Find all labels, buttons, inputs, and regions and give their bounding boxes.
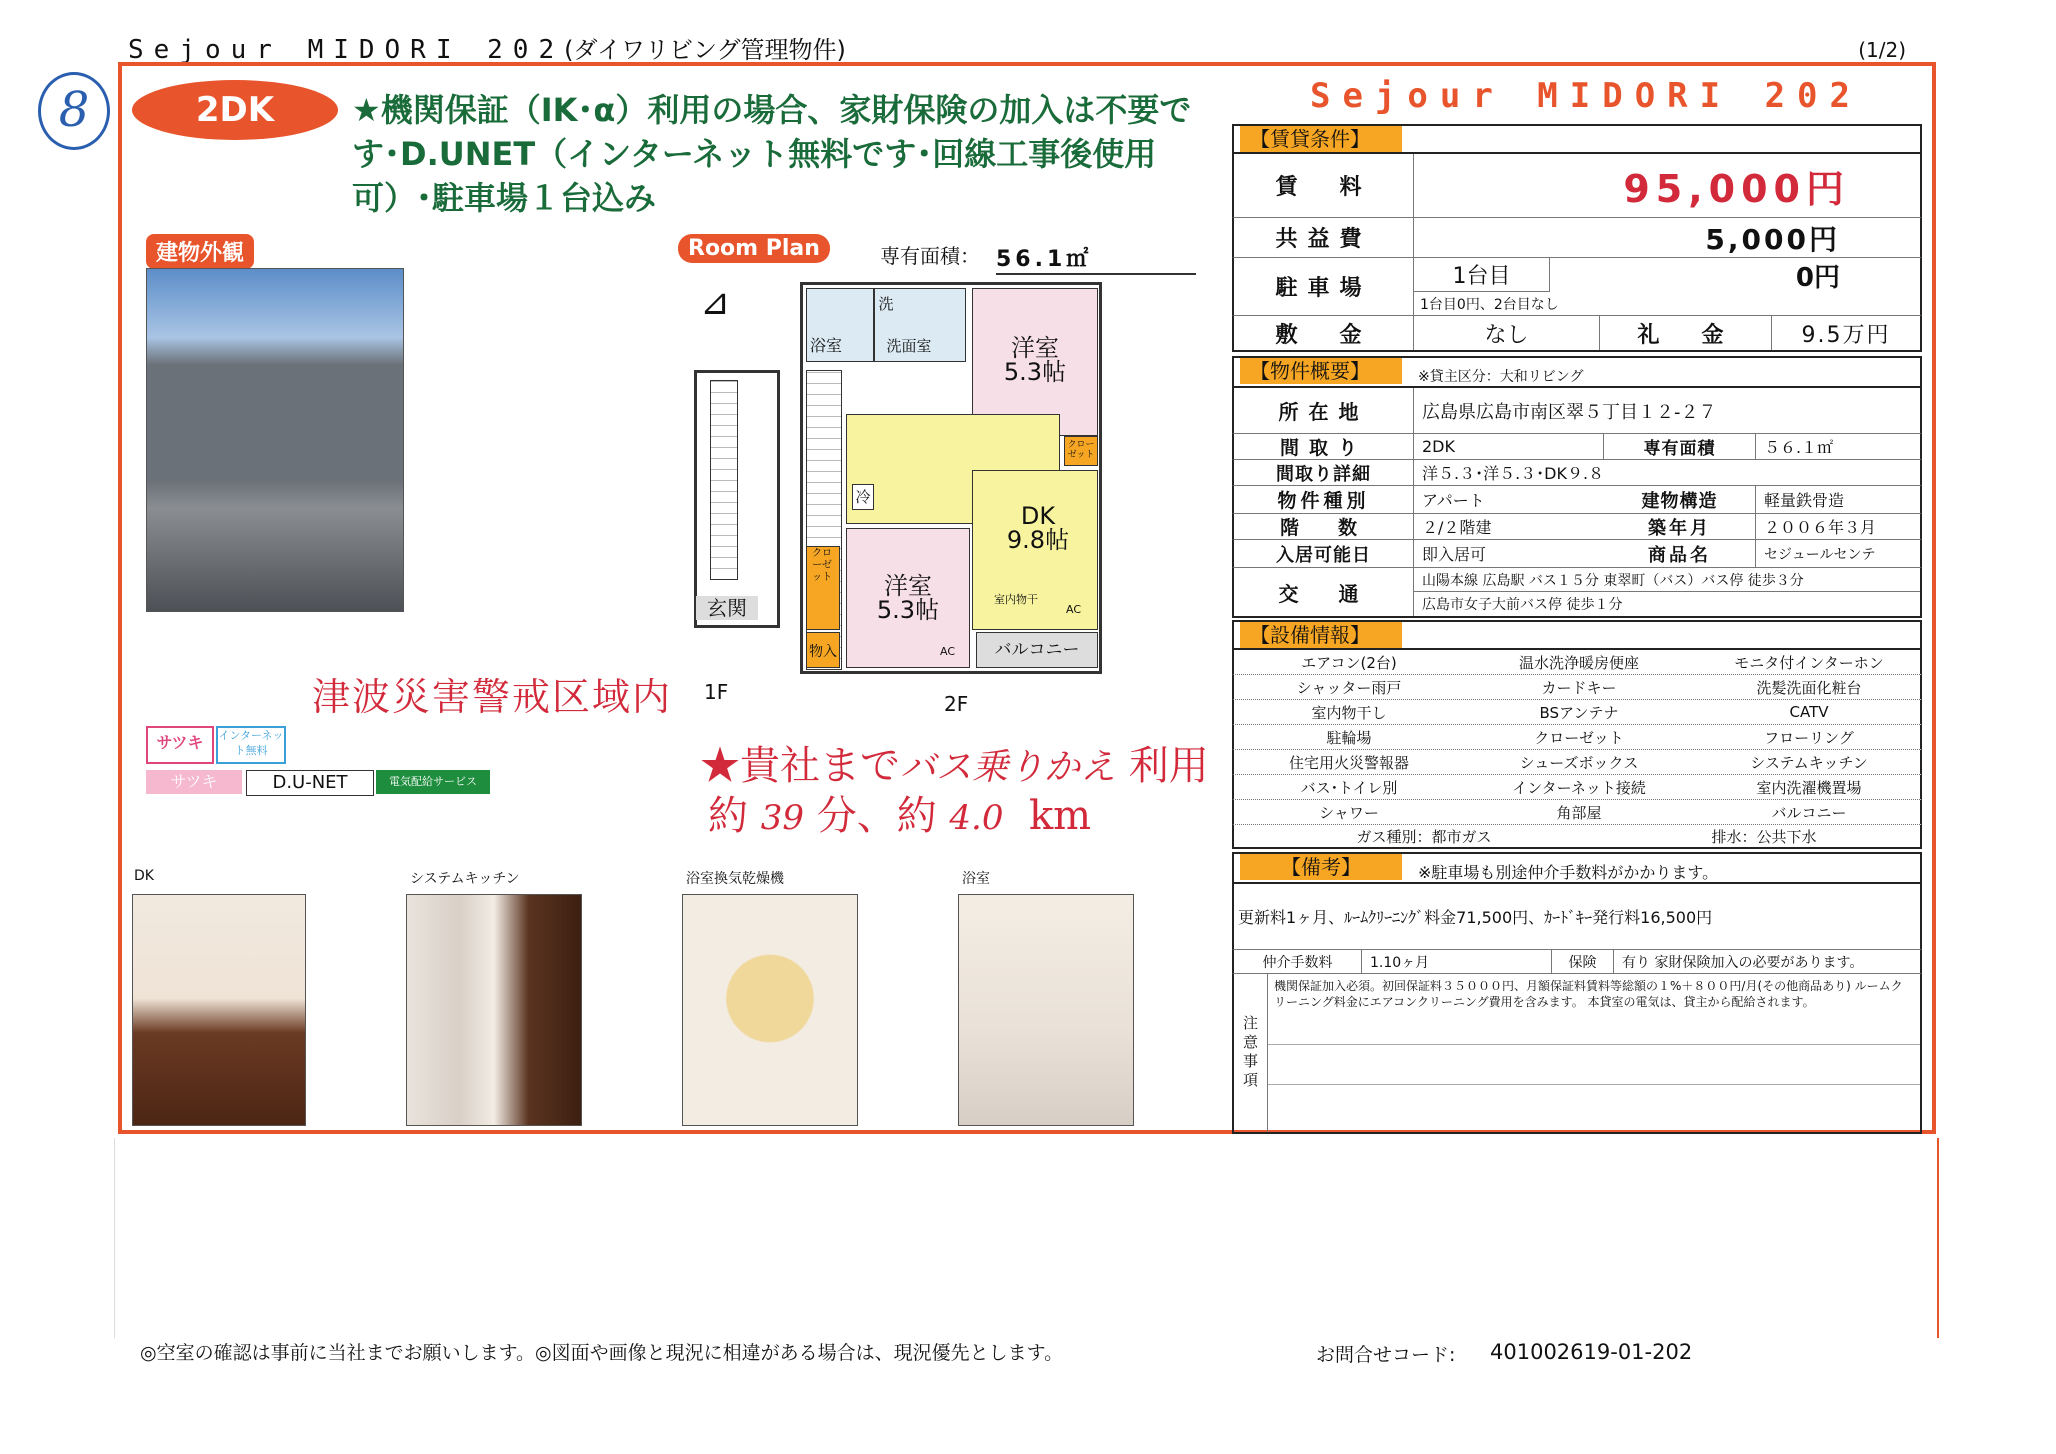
closet1-label: クロー ゼット <box>1067 440 1095 460</box>
document-title: Sejour MIDORI 202(ダイワリビング管理物件) <box>128 35 846 65</box>
headline: ★機関保証（IK･α）利用の場合、家財保険の加入は不要です･D.UNET（インターネット無料です･回線工事後使用可）･駐車場１台込み <box>352 91 1192 217</box>
equip-row: シャッター雨戸 カードキー 洗髪洗面化粧台 <box>1232 675 1922 700</box>
row-caution: 注意事項 機関保証加入必須。初回保証料３５０００円、月額保証料賃料等総額の１%＋８００円/月(その他商品あり) ルームクリーニング料金にエアコンクリーニング費用を含みます。 本貸室の電気は、貸主から配給されます。 <box>1232 974 1922 1134</box>
footer-note: ◎空室の確認は事前に当社までお願いします。◎図面や画像と現況に相違がある場合は、現況優先とします。 <box>140 1342 1064 1364</box>
building-label: 建物外観 <box>146 234 254 269</box>
equip-row: 駐輪場 クローゼット フローリング <box>1232 725 1922 750</box>
fridge-label: 冷 <box>852 484 874 510</box>
building-photo <box>146 268 404 612</box>
ac2-label: AC <box>940 645 956 658</box>
dunet-logo: D.U-NET <box>246 770 374 796</box>
wash-label: 洗 <box>878 295 894 313</box>
inquiry-code-label: お問合せコード: <box>1316 1344 1456 1366</box>
handwritten-number: 8 <box>38 72 110 150</box>
inquiry-code: 401002619-01-202 <box>1490 1340 1693 1364</box>
row-deposit: 敷 金 なし 礼 金 9.5万円 <box>1232 316 1922 352</box>
row-detail: 間取り詳細 洋５.３･洋５.３･DK９.８ <box>1232 460 1922 486</box>
row-floors: 階 数 ２/２階建 築年月 ２００６年３月 <box>1232 514 1922 540</box>
satsuki-logo: サツキ <box>146 726 214 764</box>
remarks-section-header: 【備考】 ※駐車場も別途仲介手数料がかかります。 <box>1232 852 1922 884</box>
document-subtitle: (ダイワリビング管理物件) <box>564 36 846 64</box>
blank-area <box>114 1138 1939 1338</box>
photo-kitchen <box>406 894 582 1126</box>
indoor-dry-label: 室内物干 <box>994 593 1038 606</box>
room-bath-label: 浴室 <box>810 336 843 355</box>
rent-section-header: 【賃貸条件】 <box>1232 124 1922 154</box>
closet2-label: クローゼット <box>812 548 832 583</box>
tsunami-warning: 津波災害警戒区域内 <box>312 675 673 719</box>
page-number: (1/2) <box>1858 38 1906 62</box>
layout-badge: 2DK <box>132 80 338 140</box>
photo-label-bath: 浴室 <box>962 871 990 887</box>
equip-section-header: 【設備情報】 <box>1232 620 1922 650</box>
row-transport: 交 通 山陽本線 広島駅 バス１５分 東翠町（バス）バス停 徒歩３分 広島市女子大前バス停 徒歩１分 <box>1232 568 1922 618</box>
room-dk-label: DK 9.8帖 <box>1006 502 1070 554</box>
north-arrow-icon: ⊿ <box>700 282 731 323</box>
row-type: 物件種別 アパート 建物構造 軽量鉄骨造 <box>1232 486 1922 514</box>
equip-row: 住宅用火災警報器 シューズボックス システムキッチン <box>1232 750 1922 775</box>
denki-logo: 電気配給サービス <box>376 770 490 794</box>
room-genkan: 玄関 <box>696 596 758 620</box>
property-title: Sejour MIDORI 202 <box>1310 76 1862 116</box>
rent-value: 95,000円 <box>1623 167 1850 211</box>
photo-dryer <box>682 894 858 1126</box>
row-address: 所在地 広島県広島市南区翠５丁目１２-２７ <box>1232 388 1922 434</box>
travel-line2: 約 39 分、約 4.0 km <box>708 793 1092 839</box>
balcony-label: バルコニー <box>994 640 1080 660</box>
equip-utilities: ガス種別：都市ガス 排水：公共下水 <box>1232 825 1922 849</box>
photo-label-kitchen: システムキッチン <box>410 871 520 887</box>
travel-line1: ★貴社までバス乗りかえ 利用 <box>700 743 1209 789</box>
room-west1-label: 洋室 5.3帖 <box>1003 334 1067 386</box>
photo-label-dryer: 浴室換気乾燥機 <box>686 871 784 887</box>
row-movein: 入居可能日 即入居可 商品名 セジュールセンテ <box>1232 540 1922 568</box>
photo-dk <box>132 894 306 1126</box>
photo-bath <box>958 894 1134 1126</box>
ac1-label: AC <box>1066 603 1082 616</box>
floor-2f-label: 2F <box>944 692 969 716</box>
equip-row: バス･トイレ別 インターネット接続 室内洗濯機置場 <box>1232 775 1922 800</box>
row-madori: 間取り 2DK 専有面積 ５６.１㎡ <box>1232 434 1922 460</box>
area-label: 専有面積： <box>880 244 980 268</box>
equip-row: エアコン(2台) 温水洗浄暖房便座 モニタ付インターホン <box>1232 650 1922 675</box>
row-parking: 駐車場 1台目 0円 1台目0円、2台目なし <box>1232 258 1922 316</box>
storage-label: 物入 <box>809 644 837 660</box>
photo-label-dk: DK <box>134 868 154 884</box>
equip-row: 室内物干し BSアンテナ CATV <box>1232 700 1922 725</box>
room-west2-label: 洋室 5.3帖 <box>876 572 940 624</box>
room-washroom-label: 洗面室 <box>886 337 932 355</box>
equip-row: シャワー 角部屋 バルコニー <box>1232 800 1922 825</box>
internet-free-logo: インターネット無料 <box>216 726 286 764</box>
floor-1f-label: 1F <box>704 680 729 704</box>
room-plan-label: Room Plan <box>678 234 830 263</box>
area-value: 56.1㎡ <box>996 242 1196 275</box>
overview-section-header: 【物件概要】 ※貸主区分：大和リビング <box>1232 356 1922 388</box>
row-renewal: 更新料1ヶ月、ﾙｰﾑｸﾘｰﾆﾝｸﾞ料金71,500円、ｶｰﾄﾞｷｰ発行料16,500円 <box>1232 884 1922 950</box>
row-fee: 仲介手数料 1.10ヶ月 保険 有り 家財保険加入の必要があります。 <box>1232 950 1922 974</box>
row-kyoeki: 共益費 5,000円 <box>1232 218 1922 258</box>
stairs-1f <box>710 380 738 580</box>
satsuki-logo-2: サツキ <box>146 770 242 794</box>
row-rent: 賃 料 95,000円 <box>1232 154 1922 218</box>
